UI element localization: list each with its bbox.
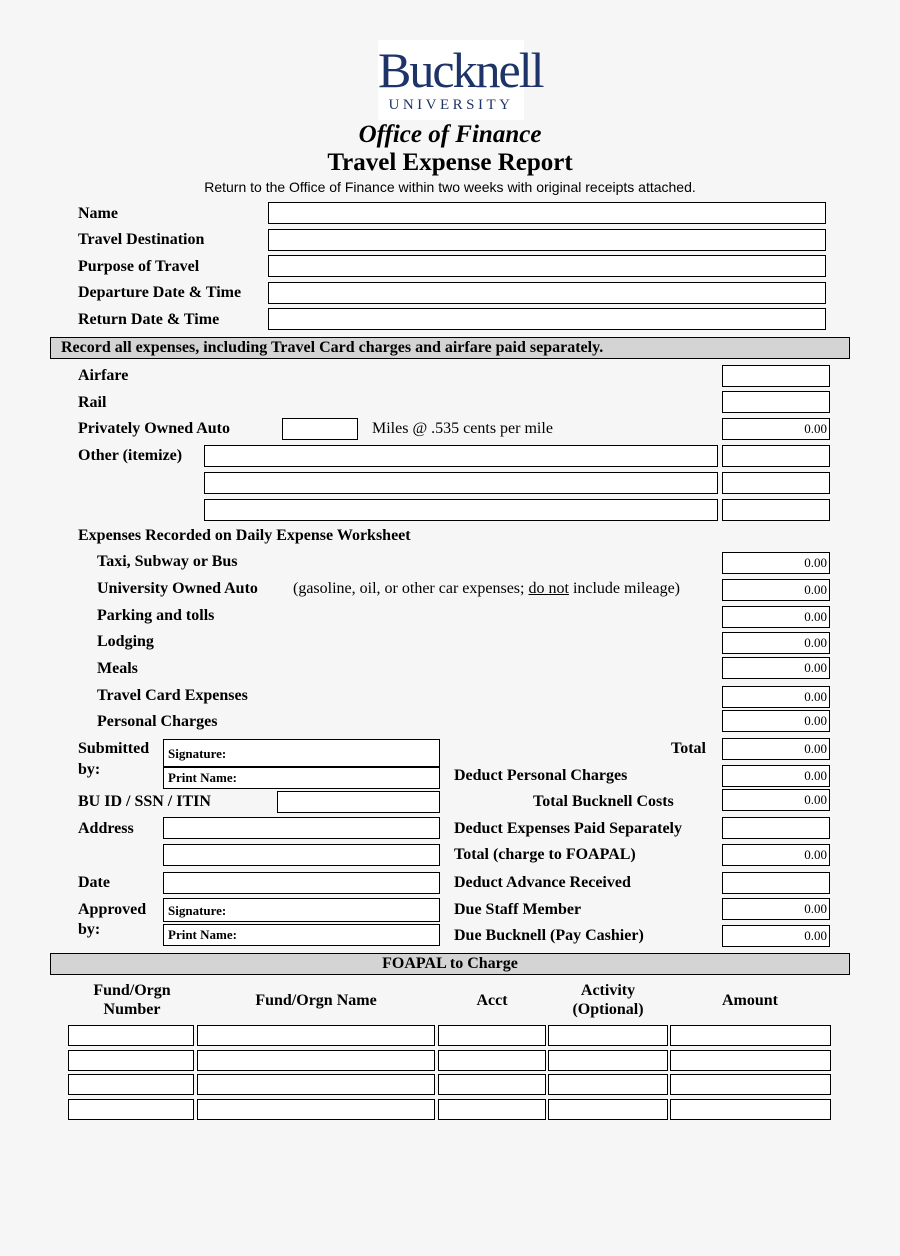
travel-card-amount[interactable]: 0.00 (722, 686, 830, 708)
foapal-total-label: Total (charge to FOAPAL) (454, 846, 636, 863)
parking-amount[interactable]: 0.00 (722, 606, 830, 628)
other-item-2[interactable] (204, 472, 718, 494)
acct-cell[interactable] (438, 1099, 546, 1120)
bucknell-costs-amount[interactable]: 0.00 (722, 789, 830, 811)
total-amount[interactable]: 0.00 (722, 738, 830, 760)
name-label: Name (78, 205, 118, 222)
col-fund-number-header (70, 981, 194, 1019)
date-label: Date (78, 874, 110, 891)
expenses-banner: Record all expenses, including Travel Card charges and airfare paid separately. (50, 337, 850, 359)
return-field[interactable] (268, 308, 826, 330)
office-title: Office of Finance (358, 121, 542, 148)
submitted-by-label: by: (78, 761, 101, 778)
departure-label: Departure Date & Time (78, 284, 242, 301)
fund-name-cell[interactable] (197, 1025, 435, 1046)
logo-subtitle: UNIVERSITY (388, 97, 514, 113)
submitted-signature-field[interactable] (163, 739, 440, 767)
personal-label: Personal Charges (97, 713, 218, 730)
acct-cell[interactable] (438, 1074, 546, 1095)
address-field-1[interactable] (163, 817, 440, 839)
auto-label: Privately Owned Auto (78, 420, 230, 437)
approved-by-label: by: (78, 921, 101, 938)
other-item-3[interactable] (204, 499, 718, 521)
buid-field[interactable] (277, 791, 440, 813)
other-amount-3[interactable] (722, 499, 830, 521)
parking-label: Parking and tolls (97, 607, 215, 624)
deduct-personal-label: Deduct Personal Charges (454, 767, 628, 784)
col-amount-header: Amount (721, 992, 778, 1009)
deduct-advance-amount[interactable] (722, 872, 830, 894)
buid-label: BU ID / SSN / ITIN (78, 793, 211, 810)
purpose-label: Purpose of Travel (78, 258, 200, 275)
amount-cell[interactable] (670, 1099, 831, 1120)
col-fund-number-line-1: Fund/Orgn (93, 982, 171, 999)
col-acct-header: Acct (476, 992, 508, 1009)
daily-heading: Expenses Recorded on Daily Expense Worksheet (78, 527, 411, 544)
amount-cell[interactable] (670, 1074, 831, 1095)
deduct-separately-label: Deduct Expenses Paid Separately (454, 820, 682, 837)
purpose-field[interactable] (268, 255, 826, 277)
col-activity-line-1: Activity (580, 982, 636, 999)
bucknell-costs-label: Total Bucknell Costs (533, 793, 674, 810)
col-fund-number-line-2: Number (103, 1001, 161, 1018)
signature-label: Signature: (168, 746, 227, 761)
deduct-separately-amount[interactable] (722, 817, 830, 839)
rail-amount[interactable] (722, 391, 830, 413)
col-activity-line-2: (Optional) (572, 1001, 644, 1018)
print-name-label: Print Name: (168, 770, 237, 785)
destination-field[interactable] (268, 229, 826, 251)
deduct-personal-amount[interactable]: 0.00 (722, 765, 830, 787)
other-item-1[interactable] (204, 445, 718, 467)
submitted-print-name-field[interactable] (163, 767, 440, 789)
fund-number-cell[interactable] (68, 1025, 194, 1046)
acct-cell[interactable] (438, 1025, 546, 1046)
name-field[interactable] (268, 202, 826, 224)
report-title: Travel Expense Report (327, 149, 573, 176)
taxi-amount[interactable]: 0.00 (722, 552, 830, 574)
amount-cell[interactable] (670, 1050, 831, 1071)
miles-rate-text: Miles @ .535 cents per mile (372, 420, 553, 437)
travel-card-label: Travel Card Expenses (97, 687, 248, 704)
address-label: Address (78, 820, 134, 837)
univ-auto-label: University Owned Auto (97, 580, 258, 597)
date-field[interactable] (163, 872, 440, 894)
meals-amount[interactable]: 0.00 (722, 657, 830, 679)
activity-cell[interactable] (548, 1025, 668, 1046)
fund-name-cell[interactable] (197, 1074, 435, 1095)
bucknell-logo (378, 40, 543, 120)
due-bucknell-label: Due Bucknell (Pay Cashier) (454, 927, 644, 944)
col-fund-name-header: Fund/Orgn Name (255, 992, 377, 1009)
submitted-label: Submitted (78, 740, 150, 757)
fund-number-cell[interactable] (68, 1050, 194, 1071)
due-staff-amount[interactable]: 0.00 (722, 898, 830, 920)
miles-field[interactable] (282, 418, 358, 440)
fund-number-cell[interactable] (68, 1074, 194, 1095)
rail-label: Rail (78, 394, 107, 411)
airfare-amount[interactable] (722, 365, 830, 387)
taxi-label: Taxi, Subway or Bus (97, 553, 238, 570)
approver-print-name-label: Print Name: (168, 927, 237, 942)
logo-wordmark: Bucknell (378, 42, 543, 98)
univ-auto-note: (gasoline, oil, or other car expenses; do not include mileage) (293, 580, 680, 597)
fund-name-cell[interactable] (197, 1050, 435, 1071)
meals-label: Meals (97, 660, 138, 677)
destination-label: Travel Destination (78, 231, 205, 248)
approved-signature-field[interactable] (163, 898, 440, 922)
activity-cell[interactable] (548, 1074, 668, 1095)
col-activity-header (548, 981, 668, 1019)
univ-auto-amount[interactable]: 0.00 (722, 579, 830, 601)
due-bucknell-amount[interactable]: 0.00 (722, 925, 830, 947)
other-label: Other (itemize) (78, 447, 183, 464)
other-amount-1[interactable] (722, 445, 830, 467)
other-amount-2[interactable] (722, 472, 830, 494)
address-field-2[interactable] (163, 844, 440, 866)
activity-cell[interactable] (548, 1099, 668, 1120)
foapal-total-amount[interactable]: 0.00 (722, 844, 830, 866)
lodging-amount[interactable]: 0.00 (722, 632, 830, 654)
approver-signature-label: Signature: (168, 903, 227, 918)
return-label: Return Date & Time (78, 311, 220, 328)
instructions: Return to the Office of Finance within two weeks with original receipts attached. (204, 179, 696, 195)
deduct-advance-label: Deduct Advance Received (454, 874, 631, 891)
airfare-label: Airfare (78, 367, 129, 384)
personal-amount[interactable]: 0.00 (722, 710, 830, 732)
fund-number-cell[interactable] (68, 1099, 194, 1120)
lodging-label: Lodging (97, 633, 154, 650)
fund-name-cell[interactable] (197, 1099, 435, 1120)
foapal-banner: FOAPAL to Charge (50, 953, 850, 975)
due-staff-label: Due Staff Member (454, 901, 582, 918)
departure-field[interactable] (268, 282, 826, 304)
approved-print-name-field[interactable] (163, 924, 440, 946)
total-label: Total (671, 740, 706, 757)
amount-cell[interactable] (670, 1025, 831, 1046)
acct-cell[interactable] (438, 1050, 546, 1071)
activity-cell[interactable] (548, 1050, 668, 1071)
auto-amount[interactable]: 0.00 (722, 418, 830, 440)
approved-label: Approved (78, 901, 147, 918)
